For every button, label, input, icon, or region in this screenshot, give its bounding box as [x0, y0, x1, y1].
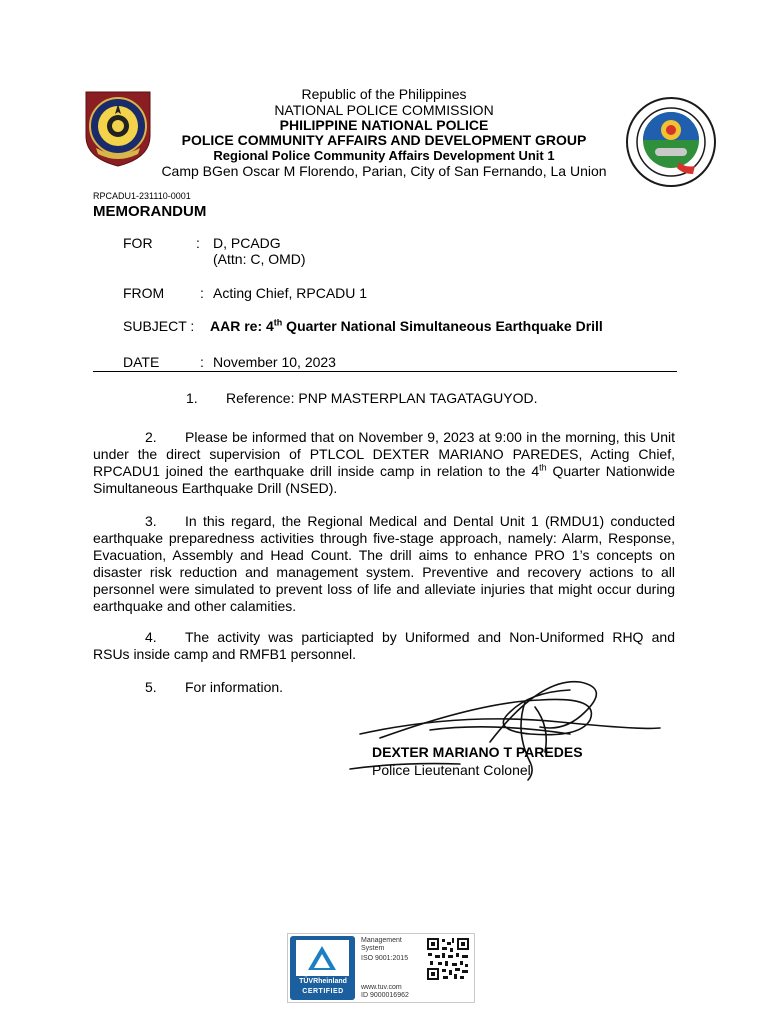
paragraph-2-number: 2. — [145, 429, 157, 445]
cert-system-line: System — [361, 945, 385, 952]
paragraph-2: 2. Please be informed that on November 9, 2023 at 9:00 in the morning, this Unit under the direct supervision of PTLCOL DEXTER MARIANO PAREDES, Acting Chief, RPCADU1 joined the earthquake drill inside camp in relation to the 4th Quarter Nationwide Simultaneous Earthquake Drill (NSED). — [93, 429, 675, 496]
header-napolcom: NATIONAL POLICE COMMISSION — [274, 102, 494, 118]
cert-url: www.tuv.com — [361, 984, 402, 991]
paragraph-3 — [93, 513, 675, 615]
cert-management-line: Management — [361, 937, 402, 944]
subject-label: SUBJECT : — [123, 318, 195, 334]
paragraph-5-text: For information. — [185, 679, 284, 695]
paragraph-4-text: The activity was particiapted by Uniformed and Non-Uniformed RHQ and RSUs inside camp and RMFB1 personnel. — [93, 629, 675, 662]
for-attention: (Attn: C, OMD) — [213, 251, 306, 267]
paragraph-1 — [93, 390, 675, 407]
header-address: Camp BGen Oscar M Florendo, Parian, City of San Fernando, La Union — [161, 163, 607, 179]
header-rpcadu: Regional Police Community Affairs Development Unit 1 — [213, 148, 555, 163]
paragraph-3-text: In this regard, the Regional Medical and Dental Unit 1 (RMDU1) conducted earthquake preparedness activities through five-stage approach, namely: Alarm, Response, Evacuation, Assembly and Head Count. The drill aims to enhance PRO 1’s concepts on disaster risk reduction and management system. Preventive and recovery actions to all personnel were simulated to prevent loss of life and alleviate injuries that might occur during earthquake and other calamities. — [93, 513, 675, 614]
date-colon: : — [200, 354, 204, 370]
date-label: DATE — [123, 354, 160, 370]
date-value: November 10, 2023 — [213, 354, 336, 370]
certified-label: CERTIFIED — [302, 988, 344, 995]
paragraph-2-text: Please be informed that on November 9, 2023 at 9:00 in the morning, this Unit under the direct supervision of PTLCOL DEXTER MARIANO PAREDES, Acting Chief, RPCADU1 joined the earthquake drill inside camp in relation to the 4 — [93, 429, 675, 479]
memo-title: MEMORANDUM — [93, 203, 207, 220]
paragraph-4-number: 4. — [145, 629, 157, 645]
tuv-brand-text: TÜVRheinland — [299, 978, 347, 985]
header-pcadg: POLICE COMMUNITY AFFAIRS AND DEVELOPMENT GROUP — [181, 132, 587, 148]
tuv-rheinland-logo — [290, 936, 355, 1000]
memo-reference-number: RPCADU1-231110-0001 — [93, 191, 191, 201]
paragraph-4 — [93, 629, 675, 663]
paragraph-1-text: Reference: PNP MASTERPLAN TAGATAGUYOD. — [226, 390, 538, 406]
paragraph-3-number: 3. — [145, 513, 157, 529]
from-colon: : — [200, 285, 204, 301]
for-colon: : — [196, 235, 200, 251]
header-pnp: PHILIPPINE NATIONAL POLICE — [279, 117, 489, 133]
tuv-triangle-icon — [290, 938, 355, 978]
signatory-rank: Police Lieutenant Colonel — [372, 762, 531, 778]
signatory-name: DEXTER MARIANO T PAREDES — [372, 744, 583, 760]
for-value: D, PCADG — [213, 235, 281, 251]
cert-iso-line: ISO 9001:2015 — [361, 955, 409, 962]
subject-value: AAR re: 4th Quarter National Simultaneous Earthquake Drill — [210, 317, 603, 334]
header-divider — [93, 371, 677, 372]
header-republic: Republic of the Philippines — [301, 86, 467, 102]
for-label: FOR — [123, 235, 153, 251]
from-value: Acting Chief, RPCADU 1 — [213, 285, 368, 301]
paragraph-1-number: 1. — [186, 390, 198, 406]
cert-id: ID 9000016962 — [361, 992, 409, 999]
paragraph-5-number: 5. — [145, 679, 157, 695]
from-label: FROM — [123, 285, 165, 301]
qr-code-icon — [426, 937, 470, 981]
iso-certification-badge — [287, 933, 475, 1003]
